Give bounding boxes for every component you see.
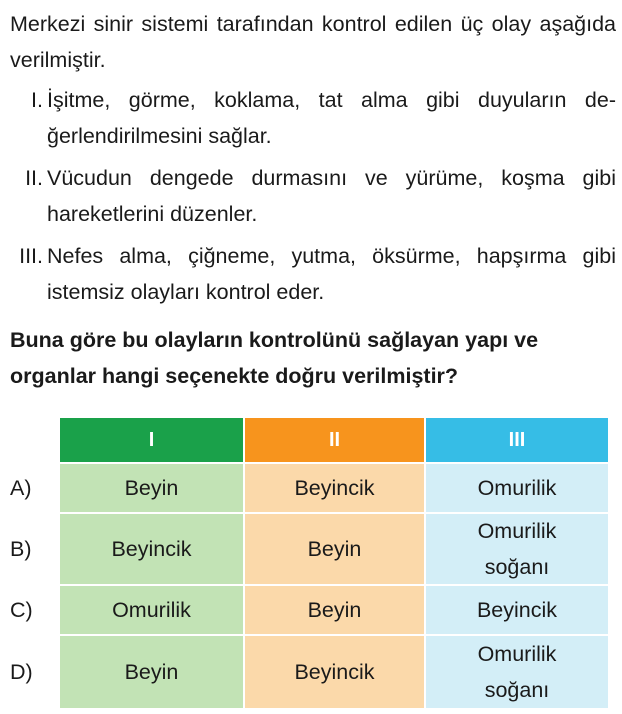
table-cell: Beyin xyxy=(60,464,243,512)
statement-item xyxy=(10,160,616,232)
column-header-1: I xyxy=(60,418,243,462)
intro-text xyxy=(10,6,616,78)
question-text: Buna göre bu olayların kontrolünü sağlayan yapı ve organlar hangi seçenekte doğru verilmiştir? xyxy=(10,328,539,388)
answer-table xyxy=(0,418,622,714)
statement-item xyxy=(10,238,616,310)
option-label[interactable]: B) xyxy=(10,536,32,561)
column-header-3: III xyxy=(426,418,608,462)
statement-number: II. xyxy=(25,166,43,190)
table-cell: Beyincik xyxy=(60,514,243,584)
table-cell: Omurilik xyxy=(60,586,243,634)
column-header-2: II xyxy=(245,418,424,462)
statement-text: Nefes alma, çiğneme, yutma, öksürme, hapşırma gibi istemsiz olayları kontrol eder. xyxy=(47,244,616,304)
table-cell: Beyincik xyxy=(426,586,608,634)
option-label[interactable]: C) xyxy=(10,597,33,622)
option-label[interactable]: A) xyxy=(10,475,32,500)
statement-item xyxy=(10,82,616,154)
table-cell: Beyin xyxy=(245,586,424,634)
table-cell: Beyin xyxy=(245,514,424,584)
table-cell: Beyin xyxy=(60,636,243,708)
intro-paragraph: Merkezi sinir sistemi tarafından kontrol edilen üç olay aşağıda verilmiştir. xyxy=(10,12,616,72)
table-cell: Omurilik soğanı xyxy=(426,636,608,708)
option-label[interactable]: D) xyxy=(10,659,33,684)
statement-number: III. xyxy=(19,244,43,268)
table-cell: Omurilik xyxy=(426,464,608,512)
statement-text: İşitme, görme, koklama, tat alma gibi duyuların de-ğerlendirilmesini sağlar. xyxy=(47,88,616,148)
statement-text: Vücudun dengede durmasını ve yürüme, koşma gibi hareketlerini düzenler. xyxy=(47,166,616,226)
statement-number: I. xyxy=(31,88,43,112)
statement-list xyxy=(10,82,616,316)
table-cell: Omurilik soğanı xyxy=(426,514,608,584)
table-cell: Beyincik xyxy=(245,636,424,708)
table-cell: Beyincik xyxy=(245,464,424,512)
